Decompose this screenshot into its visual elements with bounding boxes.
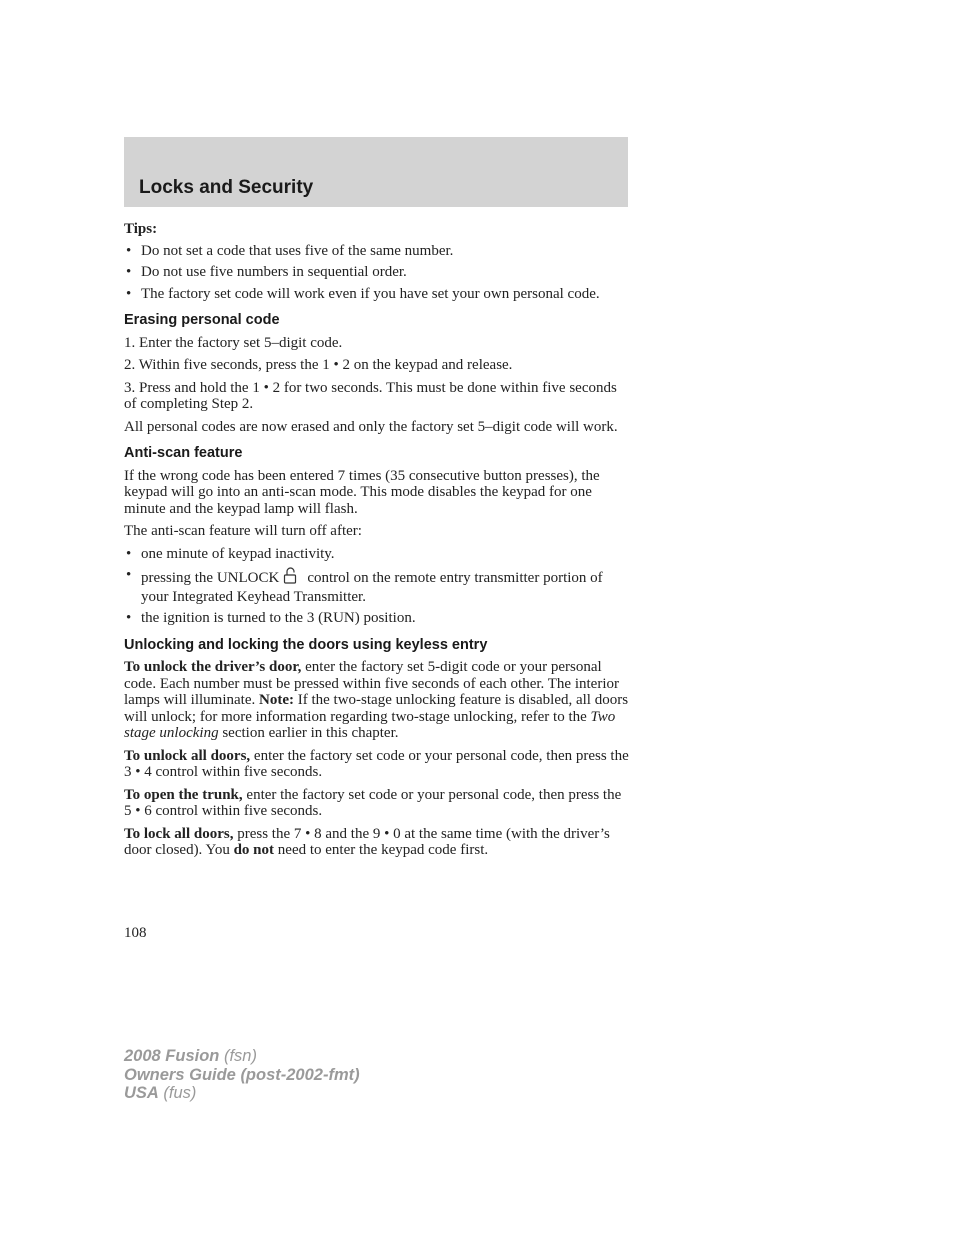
step-3: 3. Press and hold the 1 • 2 for two seconds. This must be done within five seconds of completing Step 2. <box>124 379 617 412</box>
section-title: Locks and Security <box>139 177 314 198</box>
list-item: • one minute of keypad inactivity. <box>126 545 335 562</box>
lock-all-doors-para: To lock all doors, press the 7 • 8 and the 9 • 0 at the same time (with the driver’s door closed). You do not need to enter the keypad code first. <box>124 825 610 858</box>
bullet: • <box>126 567 132 583</box>
bullet: • <box>126 545 132 562</box>
keyless-heading: Unlocking and locking the doors using keyless entry <box>124 636 488 653</box>
open-trunk-para: To open the trunk, enter the factory set code or your personal code, then press the 5 • 6 control within five seconds. <box>124 786 622 819</box>
unlock-driver-door-para: To unlock the driver’s door, enter the factory set 5-digit code or your personal code. Each number must be pressed within five seconds of each other. The interior lamps will illuminate. Note: If the two-stage unlocking feature is disabled, all doors will unlock; for more information regarding two-stage unlocking, refer to the Two stage unlocking section earlier in this chapter. <box>124 659 629 741</box>
footer-line-1: 2008 Fusion (fsn) <box>124 1047 257 1065</box>
erasing-heading: Erasing personal code <box>124 312 280 328</box>
list-item: • Do not use five numbers in sequential order. <box>126 264 407 280</box>
bullet: • <box>126 285 132 302</box>
page-content <box>124 221 630 865</box>
unlock-all-doors-para: To unlock all doors, enter the factory set code or your personal code, then press the 3 • 4 control within five seconds. <box>124 747 629 780</box>
list-item: • pressing the UNLOCK control on the remote entry transmitter portion of your Integrated Keyhead Transmitter. <box>126 567 603 605</box>
footer-line-2: Owners Guide (post-2002-fmt) <box>124 1065 360 1084</box>
antiscan-list <box>124 546 630 627</box>
bullet: • <box>126 610 132 626</box>
antiscan-heading: Anti-scan feature <box>124 445 243 461</box>
list-item: • Do not set a code that uses five of the same number. <box>126 242 454 259</box>
antiscan-para-2: The anti-scan feature will turn off after: <box>124 523 362 539</box>
footer <box>124 1047 360 1103</box>
page-number: 108 <box>124 925 147 941</box>
section-header <box>124 137 628 207</box>
unlock-padlock-icon <box>283 567 299 589</box>
antiscan-para-1: If the wrong code has been entered 7 times (35 consecutive button presses), the keypad will go into an anti-scan mode. This mode disables the keypad for one minute and the keypad lamp will flash. <box>124 467 600 517</box>
step-1: 1. Enter the factory set 5–digit code. <box>124 334 343 351</box>
list-item: • The factory set code will work even if you have set your own personal code. <box>126 285 600 302</box>
tips-label: Tips: <box>124 221 158 237</box>
erasing-summary: All personal codes are now erased and only the factory set 5–digit code will work. <box>124 418 618 435</box>
footer-line-3: USA (fus) <box>124 1084 197 1102</box>
step-2: 2. Within five seconds, press the 1 • 2 on the keypad and release. <box>124 357 513 373</box>
list-item: • the ignition is turned to the 3 (RUN) position. <box>126 610 416 626</box>
bullet: • <box>126 242 132 259</box>
bullet: • <box>126 264 132 280</box>
tips-list <box>124 243 630 303</box>
